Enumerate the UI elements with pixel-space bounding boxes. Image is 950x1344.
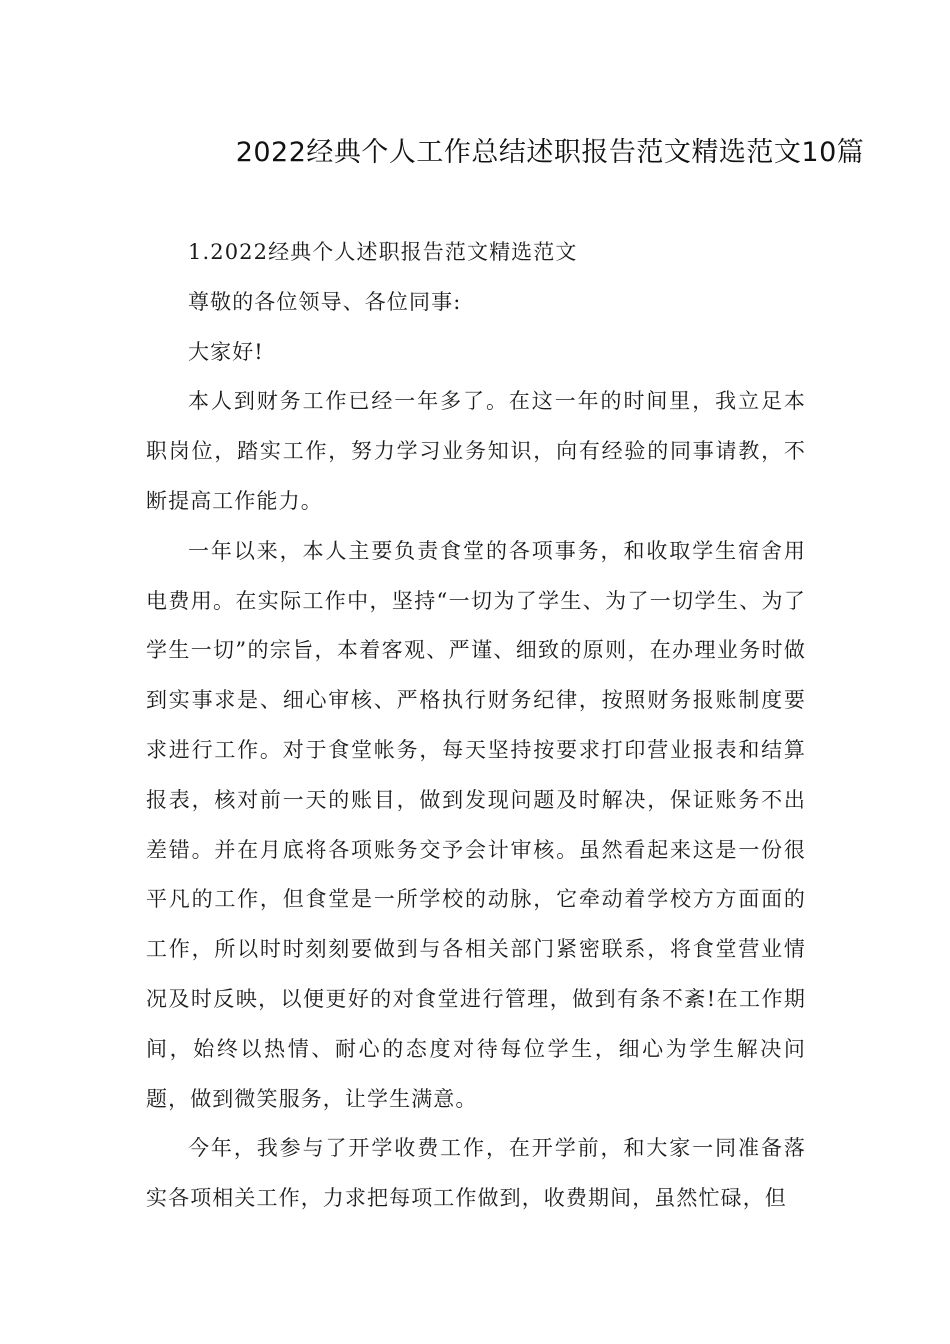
section-heading: 1.2022经典个人述职报告范文精选范文 bbox=[188, 240, 578, 264]
document-body bbox=[146, 228, 806, 1224]
salutation: 尊敬的各位领导、各位同事: bbox=[188, 289, 462, 314]
body-paragraph: 今年，我参与了开学收费工作，在开学前，和大家一同准备落实各项相关工作，力求把每项工作做到，收费期间，虽然忙碌，但 bbox=[146, 1136, 806, 1211]
body-paragraph: 一年以来，本人主要负责食堂的各项事务，和收取学生宿舍用电费用。在实际工作中，坚持“一切为了学生、为了一切学生、为了学生一切”的宗旨，本着客观、严谨、细致的原则，在办理业务时做到实事求是、细心审核、严格执行财务纪律，按照财务报账制度要求进行工作。对于食堂帐务，每天坚持按要求打印营业报表和结算报表，核对前一天的账目，做到发现问题及时解决，保证账务不出差错。并在月底将各项账务交予会计审核。虽然看起来这是一份很平凡的工作，但食堂是一所学校的动脉，它牵动着学校方方面面的工作，所以时时刻刻要做到与各相关部门紧密联系，将食堂营业情况及时反映，以便更好的对食堂进行管理，做到有条不紊!在工作期间，始终以热情、耐心的态度对待每位学生，细心为学生解决问题，做到微笑服务，让学生满意。 bbox=[146, 538, 806, 1111]
document-title: 2022经典个人工作总结述职报告范文精选范文10篇 bbox=[235, 137, 865, 168]
body-paragraph: 本人到财务工作已经一年多了。在这一年的时间里，我立足本职岗位，踏实工作，努力学习业务知识，向有经验的同事请教，不断提高工作能力。 bbox=[146, 389, 806, 513]
greeting: 大家好! bbox=[188, 339, 264, 364]
